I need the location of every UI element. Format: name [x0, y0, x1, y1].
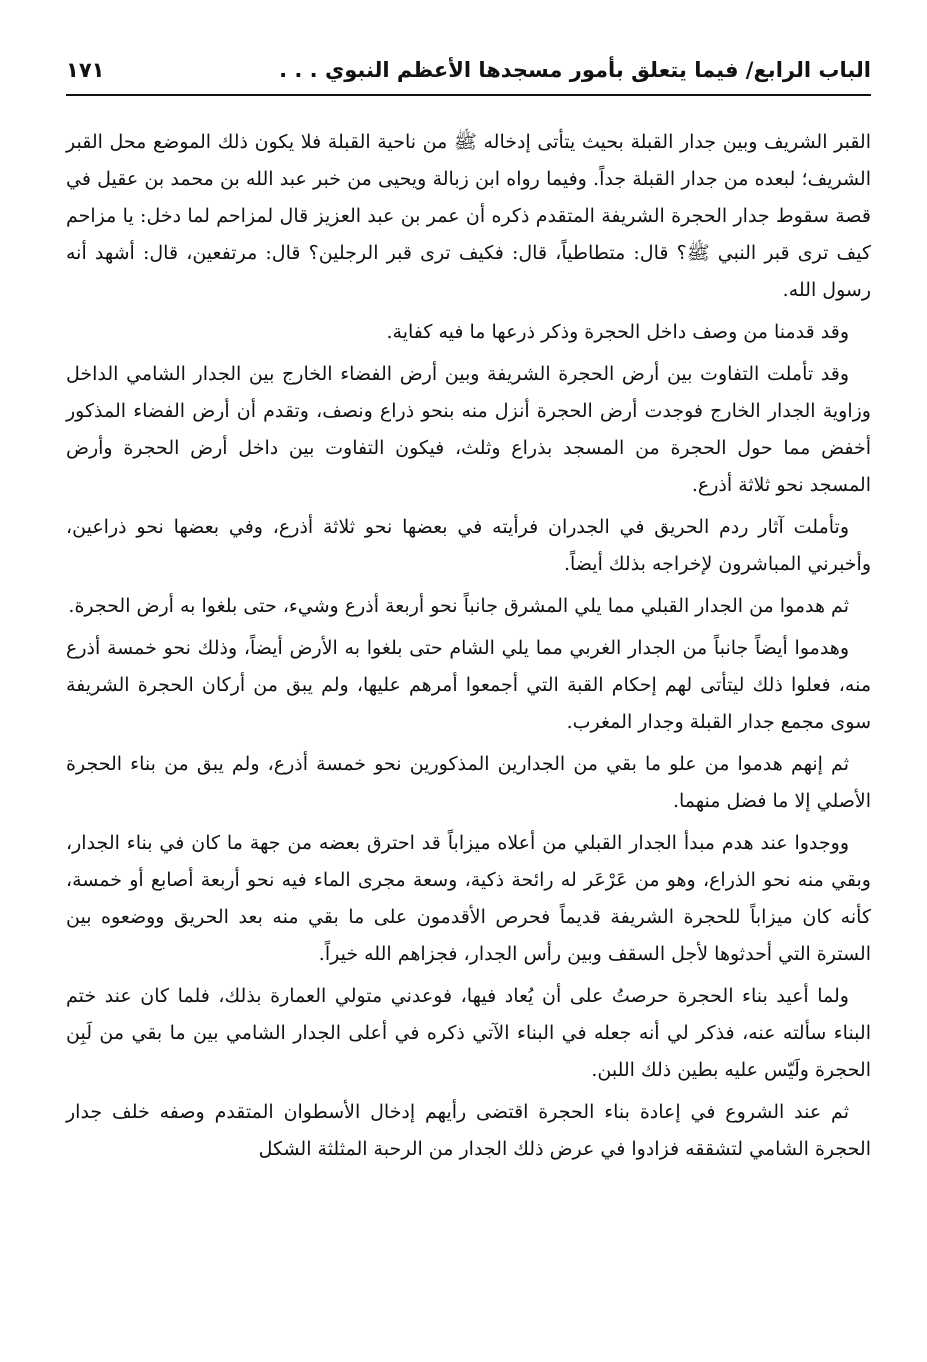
paragraph: القبر الشريف وبين جدار القبلة بحيث يتأتى إدخاله ﷺ من ناحية القبلة فلا يكون ذلك الموضع محل القبر الشريف؛ لبعده من جدار القبلة جداً. وفيما رواه ابن زبالة ويحيى من خبر عبد الله بن محمد بن عقيل في قصة سقوط جدار الحجرة الشريفة المتقدم ذكره أن عمر بن عبد العزيز قال لمزاحم لما دخل: يا مزاحم كيف ترى قبر النبي ﷺ؟ قال: متطاطياً، قال: فكيف ترى قبر الرجلين؟ قال: مرتفعين، قال: أشهد أنه رسول الله. [66, 131, 871, 301]
paragraph: وقد قدمنا من وصف داخل الحجرة وذكر ذرعها ما فيه كفاية. [386, 321, 849, 343]
paragraph: وهدموا أيضاً جانباً من الجدار الغربي مما يلي الشام حتى بلغوا به الأرض أيضاً، وذلك نحو خمسة أذرع منه، فعلوا ذلك ليتأتى لهم إحكام القبة التي أجمعوا أمرهم عليها، ولم يبق من أركان الحجرة الشريفة سوى مجمع جدار القبلة وجدار المغرب. [66, 637, 871, 733]
paragraph: ولما أعيد بناء الحجرة حرصتُ على أن يُعاد فيها، فوعدني متولي العمارة بذلك، فلما كان عند ختم البناء سألته عنه، فذكر لي أنه جعله في البناء الآتي ذكره في أعلى الجدار الشامي بين ما بقي من لَبِن الحجرة ولَيّس عليه بطين ذلك اللبن. [66, 985, 871, 1081]
paragraph: وتأملت آثار ردم الحريق في الجدران فرأيته في بعضها نحو ثلاثة أذرع، وفي بعضها نحو ذراعين، وأخبرني المباشرون لإخراجه بذلك أيضاً. [66, 516, 871, 575]
running-title: الباب الرابع/ فيما يتعلق بأمور مسجدها الأعظم النبوي . . . [279, 58, 871, 82]
paragraph: ووجدوا عند هدم مبدأ الجدار القبلي من أعلاه ميزاباً قد احترق بعضه من جهة ما كان في بناء الجدار، وبقي منه نحو الذراع، وهو من عَرْعَر له رائحة ذكية، وسعة مجرى الماء فيه نحو أربعة أصابع أو خمسة، كأنه كان ميزاباً للحجرة الشريفة قديماً فحرص الأقدمون على ما بقي منه بعد الحريق ووضعوه بين السترة التي أحدثوها لأجل السقف وبين رأس الجدار، فجزاهم الله خيراً. [66, 832, 871, 965]
page-header [66, 50, 871, 96]
paragraph: وقد تأملت التفاوت بين أرض الحجرة الشريفة وبين أرض الفضاء الخارج بين الجدار الشامي الداخل وزاوية الجدار الخارج فوجدت أرض الحجرة أنزل منه بنحو ذراع ونصف، وتقدم أن أرض الفضاء المذكور أخفض مما حول الحجرة من المسجد بذراع وثلث، فيكون التفاوت بين داخل أرض الحجرة وأرض المسجد نحو ثلاثة أذرع. [66, 363, 871, 496]
main-text [66, 124, 871, 1168]
paragraph: ثم هدموا من الجدار القبلي مما يلي المشرق جانباً نحو أربعة أذرع وشيء، حتى بلغوا به أرض الحجرة. [68, 595, 849, 617]
page-number: ١٧١ [66, 58, 105, 82]
paragraph: ثم عند الشروع في إعادة بناء الحجرة اقتضى رأيهم إدخال الأسطوان المتقدم وصفه خلف جدار الحجرة الشامي لتشققه فزادوا في عرض ذلك الجدار من الرحبة المثلثة الشكل [66, 1101, 871, 1160]
paragraph: ثم إنهم هدموا من علو ما بقي من الجدارين المذكورين نحو خمسة أذرع، ولم يبق من بناء الحجرة الأصلي إلا ما فضل منهما. [66, 753, 871, 812]
